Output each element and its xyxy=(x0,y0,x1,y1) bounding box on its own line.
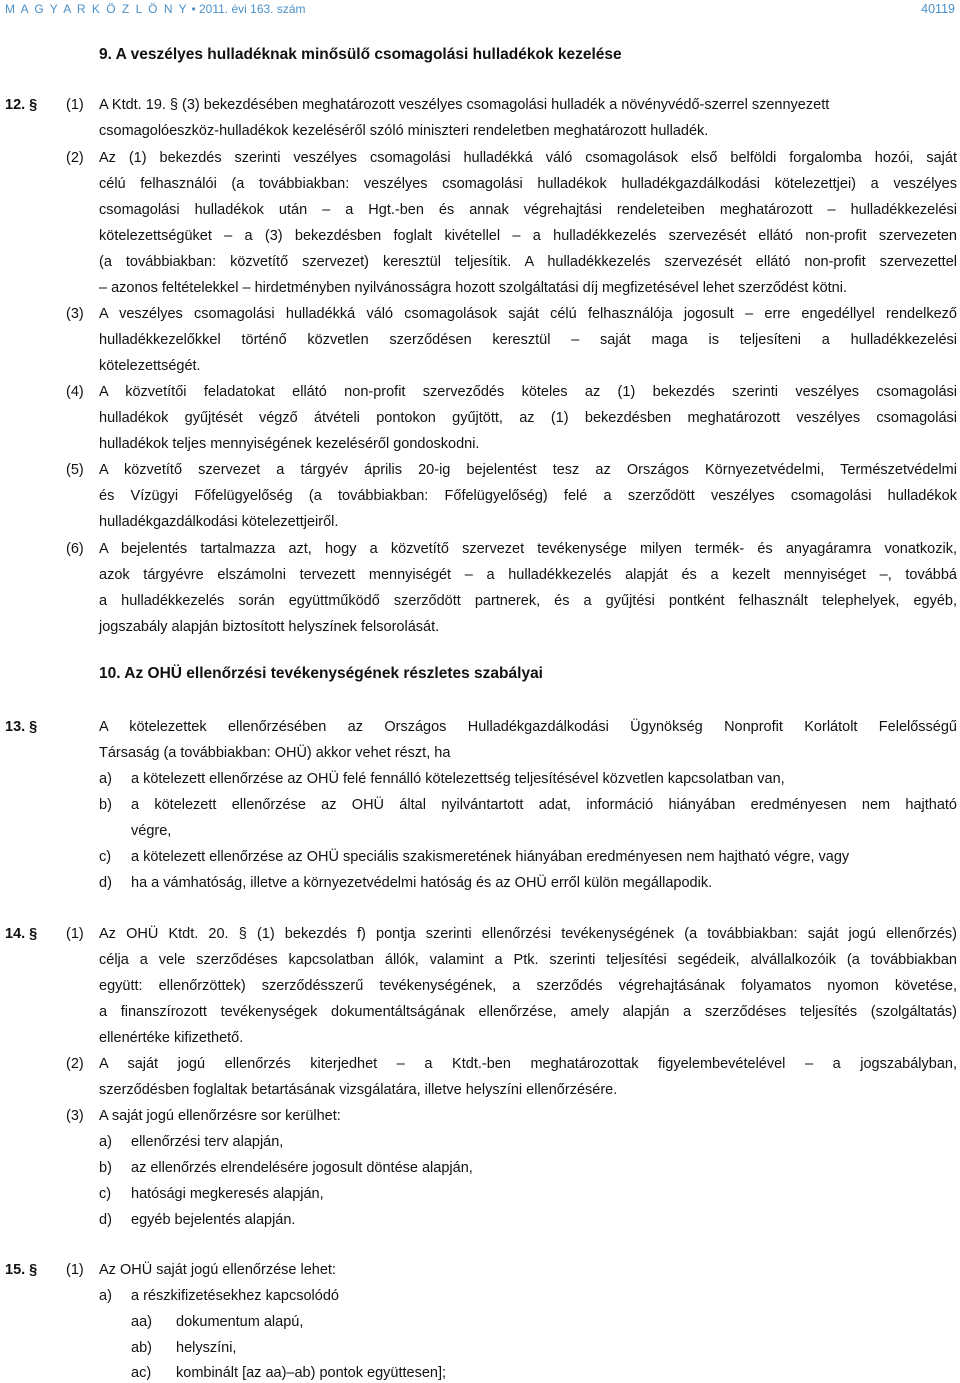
p12-2-line-1: Az (1) bekezdés szerinti veszélyes csomagolási hulladékká váló csomagolások első belföldi forgalomba hozói, saját xyxy=(99,150,957,166)
p14-point-c-label: c) xyxy=(99,1186,112,1202)
p12-2-line-2: célú felhasználói (a továbbiakban: veszélyes csomagolási hulladékok hulladékgazdálkodási kötelezettjei) a veszélyes xyxy=(99,176,957,192)
p15-1-num: (1) xyxy=(66,1262,84,1278)
header-bullet: • xyxy=(188,2,199,16)
p14-1-line-2: célja a vele szerződéses kapcsolatban állók, valamint a Ptk. szerinti teljesítési segédeik, alvállalkozóik (a továbbiakban xyxy=(99,952,957,968)
p14-point-a-label: a) xyxy=(99,1134,112,1150)
p12-2-line-5: (a továbbiakban: közvetítő szervezet) keresztül teljesítik. A hulladékkezelés szervezését ellátó non-profit szervezettel xyxy=(99,254,957,270)
p12-5-num: (5) xyxy=(66,462,84,478)
p12-6-line-4: jogszabály alapján biztosított helyszínek felsorolását. xyxy=(99,619,440,635)
p13-point-b-label: b) xyxy=(99,797,112,813)
p12-3-line-2: hulladékkezelőkkel történő közvetlen szerződésen keresztül – saját maga is teljesíteni a hulladékkezelési xyxy=(99,332,957,348)
p15-point-a-text: a részkifizetésekhez kapcsolódó xyxy=(131,1288,339,1304)
p14-3-num: (3) xyxy=(66,1108,84,1124)
p14-point-d-text: egyéb bejelentés alapján. xyxy=(131,1212,296,1228)
paragraph-13-number: 13. § xyxy=(5,719,38,735)
p13-point-c-label: c) xyxy=(99,849,112,865)
p12-1-line-2: csomagolóeszköz-hulladékok kezeléséről szóló miniszteri rendeletben meghatározott hulladék. xyxy=(99,123,709,139)
p14-point-a-text: ellenőrzési terv alapján, xyxy=(131,1134,284,1150)
p12-3-line-1: A veszélyes csomagolási hulladékká váló csomagolások saját célú felhasználója jogosult – erre engedéllyel rendelkező xyxy=(99,306,957,322)
p12-4-line-1: A közvetítői feladatokat ellátó non-profit szerveződés köteles az (1) bekezdés szerinti veszélyes csomagolási xyxy=(99,384,957,400)
p15-point-a-label: a) xyxy=(99,1288,112,1304)
p12-2-line-4: kötelezettségüket – a (3) bekezdésben foglalt kivétellel – a hulladékkezelés szervezését ellátó non-profit szervezeten xyxy=(99,228,957,244)
p12-2-line-3: csomagolási hulladékok után – a Hgt.-ben és annak végrehajtási rendeleteiben meghatározott – hulladékkezelési xyxy=(99,202,957,218)
p12-4-line-2: hulladékok gyűjtését végző átvételi pontokon gyűjtött, az (1) bekezdésben meghatározott veszélyes csomagolási xyxy=(99,410,957,426)
p12-4-line-3: hulladékok teljes mennyiségének kezeléséről gondoskodni. xyxy=(99,436,480,452)
p13-point-c-text: a kötelezett ellenőrzése az OHÜ speciális szakismeretének hiányában eredményesen nem hajtható végre, vagy xyxy=(131,849,850,865)
p13-intro-line-2: Társaság (a továbbiakban: OHÜ) akkor vehet részt, ha xyxy=(99,745,451,761)
p14-1-line-1: Az OHÜ Ktdt. 20. § (1) bekezdés f) pontja szerinti ellenőrzési tevékenységének (a továbbiakban: saját jogú ellenőrzés) xyxy=(99,926,957,942)
p14-3-line-1: A saját jogú ellenőrzésre sor kerülhet: xyxy=(99,1108,341,1124)
p12-2-line-6: – azonos feltételekkel – hirdetményben nyilvánosságra hozott szolgáltatási díj megfizetésével lehet szerződést kötni. xyxy=(99,280,847,296)
issue-number: 2011. évi 163. szám xyxy=(199,2,306,16)
p12-6-num: (6) xyxy=(66,541,84,557)
p13-intro-line-1: A kötelezettek ellenőrzésében az Országos Hulladékgazdálkodási Ügynökség Nonprofit Korlátolt Felelősségű xyxy=(99,719,957,735)
p15-subpoint-ab-label: ab) xyxy=(131,1340,152,1356)
running-header xyxy=(5,2,955,18)
paragraph-15-number: 15. § xyxy=(5,1262,38,1278)
journal-header xyxy=(5,2,306,16)
p14-point-b-label: b) xyxy=(99,1160,112,1176)
journal-name: M A G Y A R K Ö Z L Ö N Y xyxy=(5,2,189,16)
p14-2-num: (2) xyxy=(66,1056,84,1072)
p12-1-num: (1) xyxy=(66,97,84,113)
p15-subpoint-aa-text: dokumentum alapú, xyxy=(176,1314,304,1330)
p12-3-line-3: kötelezettségét. xyxy=(99,358,201,374)
paragraph-12-number: 12. § xyxy=(5,97,38,113)
p13-point-b-line-1: a kötelezett ellenőrzése az OHÜ által nyilvántartott adat, információ hiányában eredményesen nem hajtható xyxy=(131,797,957,813)
p12-5-line-3: hulladékgazdálkodási kötelezettjeiről. xyxy=(99,514,339,530)
p12-5-line-1: A közvetítő szervezet a tárgyév április 20-ig bejelentést tesz az Országos Környezetvédelmi, Természetvédelmi xyxy=(99,462,957,478)
paragraph-14-number: 14. § xyxy=(5,926,38,942)
p14-1-num: (1) xyxy=(66,926,84,942)
page-number: 40119 xyxy=(921,2,955,16)
p15-subpoint-aa-label: aa) xyxy=(131,1314,152,1330)
p13-point-a-text: a kötelezett ellenőrzése az OHÜ felé fennálló kötelezettség teljesítésével közvetlen kapcsolatban van, xyxy=(131,771,785,787)
p15-subpoint-ab-text: helyszíni, xyxy=(176,1340,237,1356)
p12-3-num: (3) xyxy=(66,306,84,322)
p13-point-a-label: a) xyxy=(99,771,112,787)
p12-2-num: (2) xyxy=(66,150,84,166)
p13-point-d-label: d) xyxy=(99,875,112,891)
p12-5-line-2: és Vízügyi Főfelügyelőség (a továbbiakban: Főfelügyelőség) felé a szerződött veszélyes csomagolási hulladékok xyxy=(99,488,957,504)
section-9-title: 9. A veszélyes hulladéknak minősülő csomagolási hulladékok kezelése xyxy=(99,46,622,63)
p14-1-line-4: a finanszírozott tevékenységek dokumentáltságának ellenőrzése, amely alapján a szerződéses teljesítés (szolgáltatás) xyxy=(99,1004,957,1020)
p15-1-intro: Az OHÜ saját jogú ellenőrzése lehet: xyxy=(99,1262,336,1278)
p14-point-d-label: d) xyxy=(99,1212,112,1228)
p12-6-line-1: A bejelentés tartalmazza azt, hogy a közvetítő szervezet tevékenysége milyen termék- és anyagáramra vonatkozik, xyxy=(99,541,957,557)
p14-point-c-text: hatósági megkeresés alapján, xyxy=(131,1186,324,1202)
p12-1-line-1: A Ktdt. 19. § (3) bekezdésében meghatározott veszélyes csomagolási hulladék a növényvédő-szerrel szennyezett xyxy=(99,97,830,113)
p14-2-line-1: A saját jogú ellenőrzés kiterjedhet – a Ktdt.-ben meghatározottak figyelembevételével – a jogszabályban, xyxy=(99,1056,957,1072)
p12-6-line-2: azok tárgyévre elszámolni tervezett mennyiségét – a hulladékkezelés alapját és a kezelt mennyiséget –, továbbá xyxy=(99,567,957,583)
p12-6-line-3: a hulladékkezelés során együttműködő szerződött partnerek, és a gyűjtési pontként felhasznált telephelyek, egyéb, xyxy=(99,593,957,609)
p14-point-b-text: az ellenőrzés elrendelésére jogosult döntése alapján, xyxy=(131,1160,473,1176)
p12-4-num: (4) xyxy=(66,384,84,400)
p15-subpoint-ac-label: ac) xyxy=(131,1365,152,1381)
p13-point-d-text: ha a vámhatóság, illetve a környezetvédelmi hatóság és az OHÜ erről külön megállapodik. xyxy=(131,875,713,891)
section-10-title: 10. Az OHÜ ellenőrzési tevékenységének részletes szabályai xyxy=(99,665,543,682)
p14-2-line-2: szerződésben foglaltak betartásának vizsgálatára, illetve helyszíni ellenőrzésére. xyxy=(99,1082,618,1098)
p13-point-b-line-2: végre, xyxy=(131,823,172,839)
p14-1-line-5: ellenértéke kifizethető. xyxy=(99,1030,244,1046)
p15-subpoint-ac-text: kombinált [az aa)–ab) pontok együttesen]; xyxy=(176,1365,447,1381)
p14-1-line-3: együtt: ellenőrzöttek) szerződésszerű tevékenységének, a szerződés végrehajtásának folyamatos nyomon követése, xyxy=(99,978,957,994)
